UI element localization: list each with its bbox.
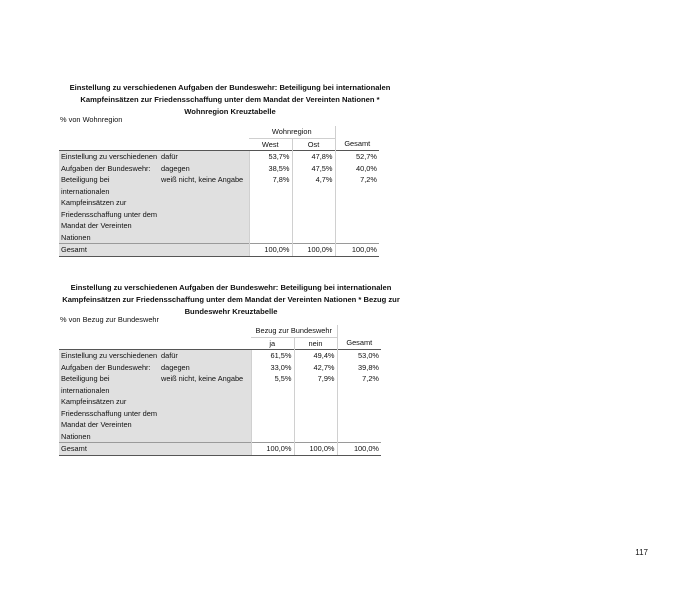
table2-cell: 49,4% <box>294 350 337 362</box>
table2-col-header: Gesamt <box>337 337 381 350</box>
table2-row-label: Friedensschaffung unter dem <box>61 408 157 418</box>
table2-group-header: Bezug zur Bundeswehr <box>251 325 337 337</box>
table1-cell: 38,5% <box>249 163 292 175</box>
table2-total-cell: 100,0% <box>337 443 381 456</box>
table1-col-header: Gesamt <box>335 138 379 151</box>
table2-title-line: Kampfeinsätzen zur Friedensschaffung unter dem Mandat der Vereinten Nationen * Bezug zur <box>62 295 400 304</box>
table2-crosstab <box>59 325 381 456</box>
table1-crosstab <box>59 126 379 257</box>
table1-cell: 47,5% <box>292 163 335 175</box>
table2-cell: 5,5% <box>251 373 294 443</box>
table1-row-label-block <box>59 174 159 244</box>
table1-cell: 53,7% <box>249 151 292 163</box>
table2-cell: 39,8% <box>337 362 381 374</box>
table1-cell: 52,7% <box>335 151 379 163</box>
table2-total-cell: 100,0% <box>294 443 337 456</box>
table1-subtitle: % von Wohnregion <box>60 115 123 124</box>
table1-col-header: Ost <box>292 138 335 151</box>
table1-title-line: Wohnregion Kreuztabelle <box>184 107 276 116</box>
table1-title-line: Einstellung zu verschiedenen Aufgaben der Bundeswehr: Beteiligung bei internationalen <box>69 83 391 92</box>
table1-row-label: Nationen <box>61 232 91 242</box>
table2-subtitle: % von Bezug zur Bundeswehr <box>60 315 160 324</box>
table1-title-line: Kampfeinsätzen zur Friedensschaffung unter dem Mandat der Vereinten Nationen * <box>80 95 380 104</box>
table1-group-header: Wohnregion <box>249 126 335 138</box>
table2-cell: 61,5% <box>251 350 294 362</box>
table1-row-category: weiß nicht, keine Angabe <box>159 174 249 244</box>
table1-total-label: Gesamt <box>59 244 159 257</box>
table2-cell: 7,9% <box>294 373 337 443</box>
table1-row-label: Beteiligung bei <box>61 175 110 184</box>
table1-row-label: internationalen <box>61 186 110 196</box>
table2-cell: 42,7% <box>294 362 337 374</box>
table2-cell: 7,2% <box>337 373 381 443</box>
table2-col-header: ja <box>269 338 276 348</box>
table1-total-cell: 100,0% <box>335 244 379 257</box>
table1-cell: 4,7% <box>292 174 335 244</box>
table2-title <box>45 282 417 318</box>
table1-row-category: dagegen <box>159 163 249 175</box>
table2-col-header: nein <box>294 337 337 350</box>
table2-total-label: Gesamt <box>59 443 159 456</box>
table1-row-label: Einstellung zu verschiedenen <box>61 152 158 161</box>
table2-total-cell: 100,0% <box>251 443 294 456</box>
table2-row-label: Mandat der Vereinten <box>61 420 132 429</box>
table1-row-label: Mandat der Vereinten <box>61 221 132 230</box>
table1-cell: 40,0% <box>335 163 379 175</box>
table1-title <box>55 82 405 118</box>
table2-cell: 33,0% <box>251 362 294 374</box>
table1-total-cell: 100,0% <box>292 244 335 257</box>
table1-row-label: Kampfeinsätzen zur <box>61 198 127 207</box>
table2-row-category: dafür <box>159 350 251 362</box>
table2-cell: 53,0% <box>337 350 381 362</box>
table1-row-label: Friedensschaffung unter dem <box>61 209 157 219</box>
table2-row-label: Aufgaben der Bundeswehr: <box>59 362 159 374</box>
table2-row-label-block <box>59 373 159 443</box>
table2-row-label: Einstellung zu verschiedenen <box>61 351 158 360</box>
table2-title-line: Bundeswehr Kreuztabelle <box>184 307 278 316</box>
table1-cell: 47,8% <box>292 151 335 163</box>
table1-cell: 7,8% <box>249 174 292 244</box>
table1-total-cell: 100,0% <box>249 244 292 257</box>
table2-row-label: Beteiligung bei <box>61 374 110 383</box>
table1-cell: 7,2% <box>335 174 379 244</box>
table1-col-header: West <box>261 139 279 149</box>
table2-title-line: Einstellung zu verschiedenen Aufgaben der Bundeswehr: Beteiligung bei internationalen <box>70 283 392 292</box>
table2-row-category: weiß nicht, keine Angabe <box>159 373 251 443</box>
table2-row-label: internationalen <box>61 385 110 395</box>
table1-row-category: dafür <box>159 151 249 163</box>
table1-row-label: Aufgaben der Bundeswehr: <box>59 163 159 175</box>
page-number: 117 <box>635 548 648 557</box>
table2-row-category: dagegen <box>159 362 251 374</box>
table2-row-label: Nationen <box>61 431 91 441</box>
table2-row-label: Kampfeinsätzen zur <box>61 397 127 406</box>
